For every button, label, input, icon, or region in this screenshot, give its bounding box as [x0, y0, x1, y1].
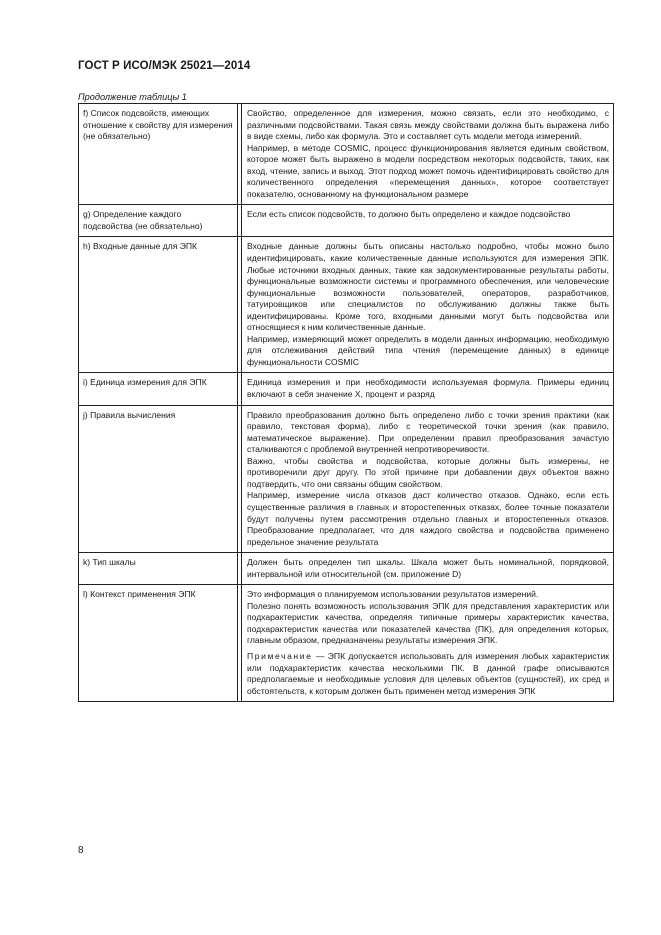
description-paragraph: Например, измеряющий может определить в модели данных информацию, необходимую для отслеживания действий типа чтения (перемещение данных) в единице функциональности COSMIC — [247, 333, 609, 367]
description-paragraph: Входные данные должны быть описаны настолько подробно, чтобы можно было идентифицировать, какие количественные данные используются для измерения ЭПК. Любые источники входных данных, такие как задокументированные результаты работы, функциональные возможности системы и программного обеспечения, или человеческие функциональные возможности пользователей, операторов, разработчиков, татуировщиков или специалистов по обслуживанию должны также быть идентифицированы. Кроме того, входными данными могут быть подсвойства или относящиеся к ним количественные данные. — [247, 241, 609, 333]
table-row — [79, 205, 614, 237]
note-paragraph — [247, 651, 609, 697]
row-description — [242, 104, 614, 205]
table-row — [79, 373, 614, 405]
note-text: — ЭПК допускается использовать для измерения любых характеристик или подхарактеристик качества несколькими ПК. В данной графе описываются предполагаемые и необходимые условия для целевых объектов (сущностей), их сред и обстоятельств, к которым должен быть применен метод измерения ЭПК — [247, 650, 609, 696]
description-paragraph: Это информация о планируемом использовании результатов измерений. — [247, 589, 539, 600]
document-header: ГОСТ Р ИСО/МЭК 25021—2014 — [78, 60, 251, 72]
table-row — [79, 104, 614, 205]
row-description — [242, 205, 614, 237]
description-paragraph: Должен быть определен тип шкалы. Шкала может быть номинальной, порядковой, интервальной или относительной (см. приложение D) — [247, 557, 609, 579]
description-paragraph: Единица измерения и при необходимости используемая формула. Примеры единиц включают в себя значение X, процент и разряд — [247, 377, 609, 400]
row-description — [242, 373, 614, 405]
row-description — [242, 553, 614, 585]
table-row — [79, 237, 614, 373]
description-paragraph: Например, в методе COSMIC, процесс функционирования является единым свойством, которое может быть выражено в модели посредством некоторых подсвойств, таких, как вход, чтение, запись и выход. Этот подход может помочь идентифицировать свойство для количественного определения «перемещения данных», которое соответствует показателю, основанному на функциональном размере — [247, 142, 609, 199]
table-row — [79, 405, 614, 553]
description-paragraph: Полезно понять возможность использования ЭПК для представления характеристик или подхарактеристик качества, определяя типичные примеры характеристик качества, подхарактеристик качества или показателей качества (ПК), для определения которых, главным образом, предназначены результаты измерения ЭПК. — [247, 600, 609, 646]
description-paragraph: Если есть список подсвойств, то должно быть определено и каждое подсвойство — [247, 209, 571, 220]
table-row — [79, 553, 614, 585]
row-label: h) Входные данные для ЭПК — [79, 237, 238, 373]
note-label: Примечание — [247, 650, 313, 661]
row-label: j) Правила вычисления — [79, 405, 238, 553]
row-description — [242, 585, 614, 702]
row-label: l) Контекст применения ЭПК — [79, 585, 238, 702]
row-label: g) Определение каждого подсвойства (не обязательно) — [79, 205, 238, 237]
row-label: k) Тип шкалы — [79, 553, 238, 585]
table-row — [79, 585, 614, 702]
row-label: i) Единица измерения для ЭПК — [79, 373, 238, 405]
description-paragraph: Например, измерение числа отказов даст количество отказов. Однако, если есть существенные различия в главных и второстепенных отказах, более точные показатели будут получены путем рассмотрения отдельно главных и второстепенных отказов. Преобразование предполагает, что для каждого свойства и подсвойства применено предельное значение результата — [247, 490, 609, 547]
row-label: f) Список подсвойств, имеющих отношение к свойству для измерения (не обязательно) — [79, 104, 238, 205]
description-paragraph: Правило преобразования должно быть определено либо с точки зрения практики (как правило, текстовая форма), либо с теоретической точки зрения (как правило, математическое выражение). При определении правил преобразования зачастую сталкиваются с проблемой внутренней непротиворечивости. — [247, 409, 609, 455]
page-number: 8 — [78, 845, 84, 856]
description-paragraph: Важно, чтобы свойства и подсвойства, которые должны быть измерены, не противоречили друг другу. По этой причине при добавлении двух объектов важно подтвердить, что они связаны общим свойством. — [247, 455, 609, 489]
description-paragraph: Свойство, определенное для измерения, можно связать, если это необходимо, с различными подсвойствами. Такая связь между свойствами должна быть выражена либо в виде схемы, либо как формула. Это и составляет суть модели метода измерений. — [247, 108, 609, 142]
row-description — [242, 237, 614, 373]
requirements-table — [78, 103, 614, 702]
row-description — [242, 405, 614, 553]
table-continuation-caption: Продолжение таблицы 1 — [78, 92, 187, 102]
